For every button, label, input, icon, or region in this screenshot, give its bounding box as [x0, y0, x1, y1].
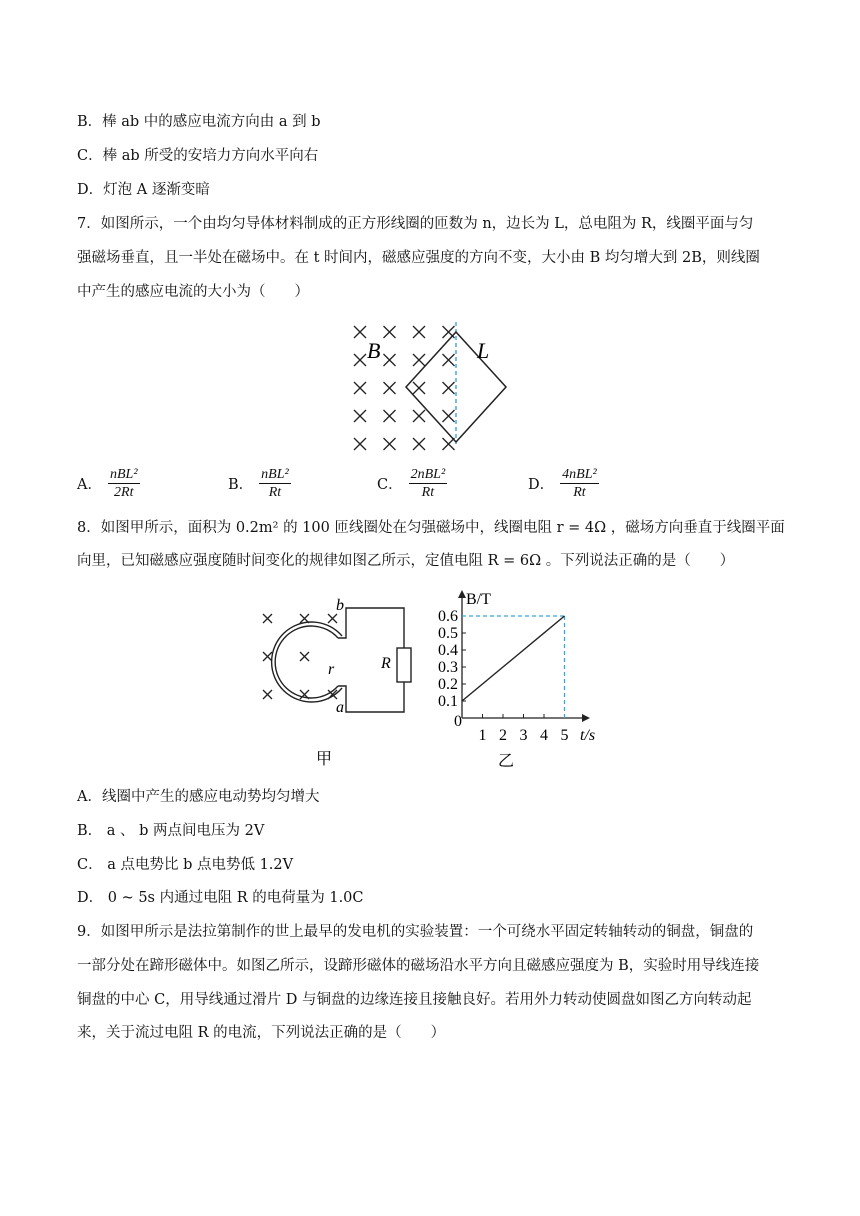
- q8-option-a: A．线圈中产生的感应电动势均匀增大: [77, 789, 320, 805]
- y-tick-label: 0.3: [438, 659, 458, 676]
- field-cross-mark: [413, 326, 425, 338]
- option-fraction: [560, 466, 599, 501]
- q9-stem-line-3: 铜盘的中心 C，用导线通过滑片 D 与铜盘的边缘连接且接触良好。若用外力转动使圆盘如图乙方向转动起: [77, 992, 752, 1008]
- y-axis-arrow: [458, 590, 466, 598]
- y-tick-label: 0.1: [438, 693, 458, 710]
- caption-yi: 乙: [498, 753, 515, 770]
- x-tick-label: 3: [519, 727, 528, 744]
- q8-figure-yi-chart: [420, 586, 620, 772]
- y-tick-label: 0.4: [438, 642, 458, 659]
- option-label: B．: [228, 477, 254, 493]
- series-line: [462, 616, 565, 701]
- side-length-label: L: [477, 338, 490, 363]
- q8-option-d: D． 0 ~ 5s 内通过电阻 R 的电荷量为 1.0C: [77, 890, 364, 906]
- field-cross-mark: [384, 438, 396, 450]
- resistor-label: R: [381, 655, 391, 672]
- q7-stem-line-1: 7．如图所示，一个由均匀导体材料制成的正方形线圈的匝数为 n，边长为 L，总电阻为 R，线圈平面与匀: [77, 216, 754, 232]
- fraction-denominator: Rt: [268, 485, 282, 500]
- field-cross-mark: [384, 326, 396, 338]
- q9-stem-line-1: 9．如图甲所示是法拉第制作的世上最早的发电机的实验装置：一个可绕水平固定转轴转动的铜盘，铜盘的: [77, 924, 754, 940]
- x-axis-label: t/s: [580, 727, 596, 744]
- fraction-numerator: nBL²: [261, 467, 289, 482]
- fraction-numerator: 2nBL²: [410, 467, 446, 482]
- option-label: C．: [377, 477, 403, 493]
- field-cross-mark: [443, 382, 455, 394]
- q7-stem-line-3: 中产生的感应电流的大小为（ ）: [77, 284, 309, 300]
- x-tick-label: 4: [540, 727, 548, 744]
- field-cross-mark: [443, 354, 455, 366]
- q7-option-c: [377, 466, 447, 501]
- y-tick-label: 0.5: [438, 625, 458, 642]
- resistor-R: [397, 648, 411, 682]
- q8-figure-jia: [258, 596, 418, 772]
- q6-option-c: C．棒 ab 所受的安培力方向水平向右: [77, 148, 319, 164]
- fraction-denominator: 2Rt: [114, 485, 134, 500]
- q6-option-d: D．灯泡 A 逐渐变暗: [77, 182, 210, 198]
- option-label: A．: [77, 477, 102, 493]
- q7-option-a: [77, 466, 140, 501]
- field-cross-mark: [413, 354, 425, 366]
- field-label: B: [367, 338, 381, 363]
- field-cross-mark: [354, 382, 366, 394]
- y-tick-label: 0.6: [438, 608, 458, 625]
- fraction-denominator: Rt: [573, 485, 586, 500]
- terminal-b-label: b: [336, 597, 344, 614]
- option-fraction: [108, 466, 140, 501]
- origin-label: 0: [454, 713, 462, 730]
- x-tick-label: 5: [560, 727, 569, 744]
- q7-option-b: [228, 466, 291, 501]
- option-label: D．: [528, 477, 555, 493]
- field-cross-mark: [354, 326, 366, 338]
- terminal-a-label: a: [336, 699, 344, 716]
- y-tick-label: 0.2: [438, 676, 458, 693]
- q6-option-b: B．棒 ab 中的感应电流方向由 a 到 b: [77, 114, 321, 130]
- field-cross-mark: [443, 410, 455, 422]
- field-cross-mark: [354, 438, 366, 450]
- field-cross-mark: [384, 410, 396, 422]
- q8-option-b: B． a 、 b 两点间电压为 2V: [77, 823, 265, 839]
- option-fraction: [409, 466, 448, 501]
- fraction-numerator: nBL²: [109, 467, 138, 482]
- q9-stem-line-4: 来，关于流过电阻 R 的电流，下列说法正确的是（ ）: [77, 1025, 446, 1041]
- q7-figure: [345, 318, 515, 458]
- x-axis-arrow: [582, 714, 590, 722]
- field-cross-mark: [384, 382, 396, 394]
- y-axis-label: B/T: [466, 591, 491, 608]
- field-cross-mark: [384, 354, 396, 366]
- fraction-denominator: Rt: [421, 485, 435, 500]
- q7-option-d: [528, 466, 599, 501]
- field-cross-mark: [413, 438, 425, 450]
- field-cross-mark: [443, 438, 455, 450]
- q7-stem-line-2: 强磁场垂直，且一半处在磁场中。在 t 时间内，磁感应强度的方向不变，大小由 B 均匀增大到 2B，则线圈: [77, 250, 760, 266]
- coil-resistance-label: r: [328, 661, 335, 678]
- field-cross-mark: [354, 410, 366, 422]
- circuit-wire: [338, 608, 404, 712]
- field-cross-mark: [354, 354, 366, 366]
- q9-stem-line-2: 一部分处在蹄形磁体中。如图乙所示，设蹄形磁体的磁场沿水平方向且磁感应强度为 B，实验时用导线连接: [77, 958, 760, 974]
- option-fraction: [259, 466, 291, 501]
- x-tick-label: 1: [478, 727, 487, 744]
- q8-stem-line-2: 向里，已知磁感应强度随时间变化的规律如图乙所示，定值电阻 R = 6Ω 。下列说法正确的是（ ）: [77, 553, 735, 569]
- q8-stem-line-1: 8．如图甲所示，面积为 0.2m² 的 100 匝线圈处在匀强磁场中，线圈电阻 r = 4Ω ，磁场方向垂直于线圈平面: [77, 520, 785, 536]
- x-tick-label: 2: [499, 727, 507, 744]
- fraction-numerator: 4nBL²: [562, 467, 597, 482]
- q8-option-c: C． a 点电势比 b 点电势低 1.2V: [77, 857, 294, 873]
- field-cross-mark: [413, 410, 425, 422]
- field-cross-mark: [413, 382, 425, 394]
- caption-jia: 甲: [316, 751, 333, 768]
